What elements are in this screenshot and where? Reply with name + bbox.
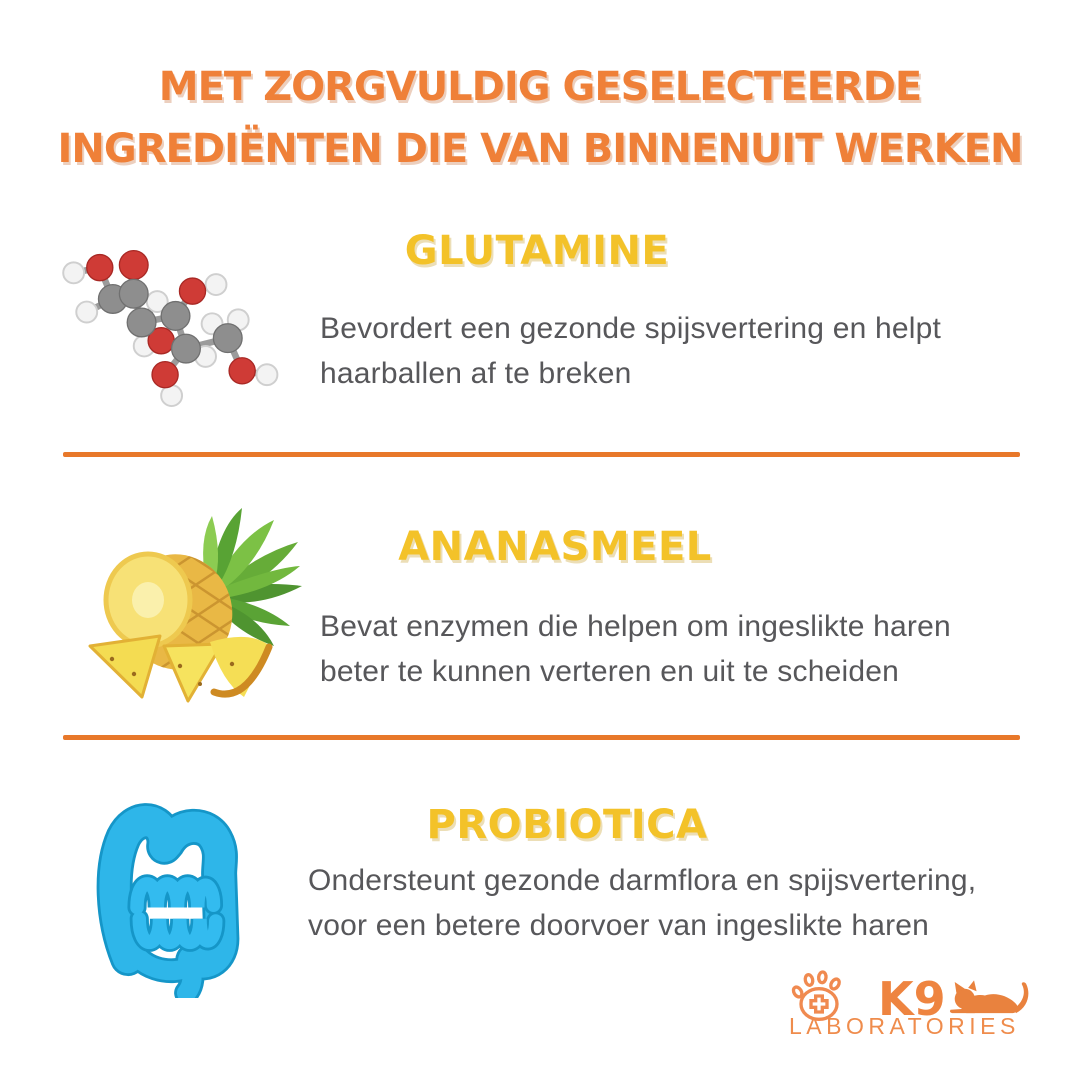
section-heading-ananasmeel: ANANASMEEL bbox=[398, 524, 712, 570]
section-body-glutamine bbox=[320, 306, 1040, 396]
probiotica-body-line1: Ondersteunt gezonde darmflora en spijsvertering, bbox=[308, 864, 977, 897]
logo-brand-text: K9 bbox=[878, 972, 946, 1026]
page-title-line2: INGREDIËNTEN DIE VAN BINNENUIT WERKEN bbox=[57, 126, 1023, 172]
section-heading-probiotica: PROBIOTICA bbox=[426, 802, 708, 848]
section-divider-1 bbox=[63, 452, 1020, 457]
glutamine-body-line2: haarballen af te breken bbox=[320, 357, 632, 390]
cat-icon bbox=[948, 980, 1032, 1016]
section-divider-2 bbox=[63, 735, 1020, 740]
probiotica-body-line2: voor een betere doorvoer van ingeslikte haren bbox=[308, 909, 930, 942]
section-body-probiotica bbox=[308, 858, 1058, 948]
page-title-line1: MET ZORGVULDIG GESELECTEERDE bbox=[158, 64, 922, 110]
logo-subtext: LABORATORIES bbox=[789, 1013, 1020, 1039]
pineapple-slices bbox=[90, 636, 270, 701]
page-title bbox=[0, 56, 1080, 180]
ananasmeel-body-line1: Bevat enzymen die helpen om ingeslikte haren bbox=[320, 610, 951, 643]
ananasmeel-body-line2: beter te kunnen verteren en uit te scheiden bbox=[320, 655, 899, 688]
section-heading-glutamine: GLUTAMINE bbox=[404, 228, 670, 274]
section-body-ananasmeel bbox=[320, 604, 1040, 694]
glutamine-body-line1: Bevordert een gezonde spijsvertering en helpt bbox=[320, 312, 942, 345]
